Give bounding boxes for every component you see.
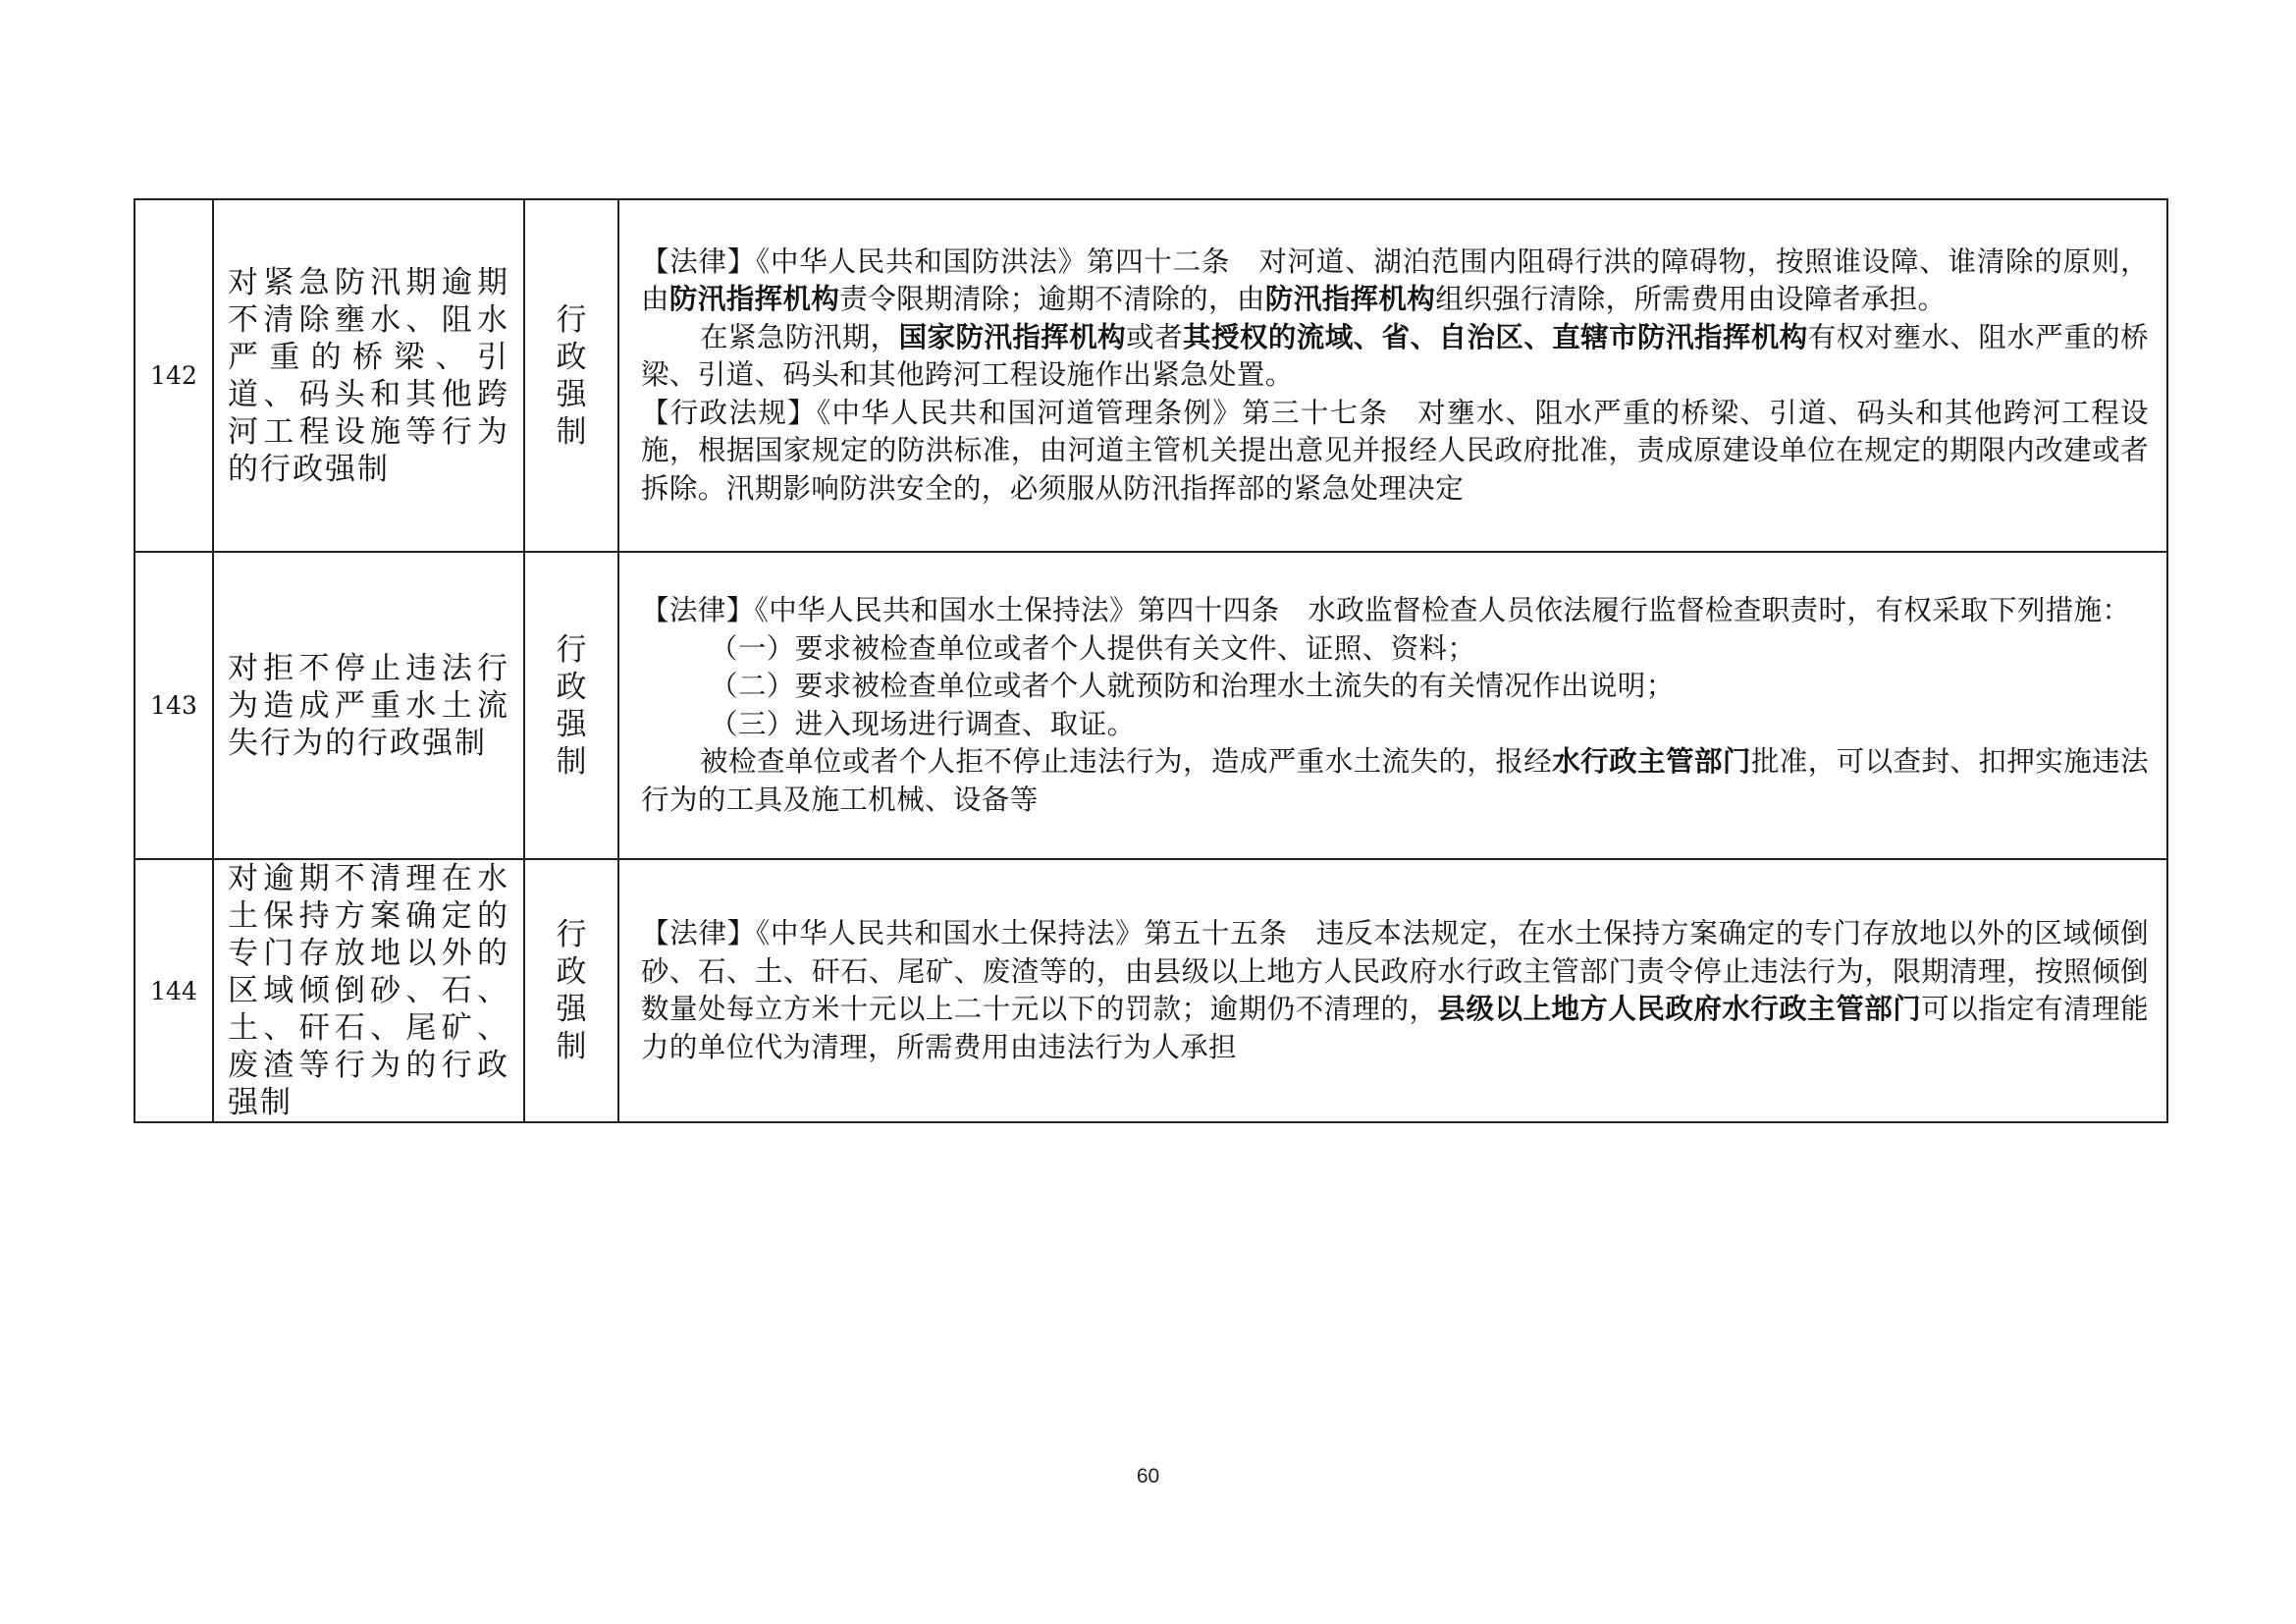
basis-emphasis: 其授权的流域、省、自治区、直辖市防汛指挥机构 <box>1183 320 1808 353</box>
row-number: 144 <box>134 859 213 1122</box>
power-type-char: 制 <box>556 413 587 450</box>
power-type-char: 政 <box>556 339 587 375</box>
power-type-char: 政 <box>556 669 587 705</box>
power-type-char: 制 <box>556 1029 587 1064</box>
basis-emphasis: 防汛指挥机构 <box>1264 283 1436 316</box>
page-number: 60 <box>1136 1465 1160 1488</box>
basis-paragraph <box>641 319 2149 395</box>
table-row <box>134 552 2167 859</box>
legal-basis <box>618 552 2167 859</box>
legal-basis <box>618 199 2167 552</box>
power-type <box>524 552 618 859</box>
power-type <box>524 859 618 1122</box>
power-type-char: 政 <box>556 954 587 990</box>
basis-text: 在紧急防汛期， <box>700 320 899 353</box>
power-type-char: 行 <box>556 301 587 338</box>
basis-emphasis: 水行政主管部门 <box>1552 745 1751 778</box>
power-type <box>524 199 618 552</box>
row-number: 142 <box>134 199 213 552</box>
basis-emphasis: 防汛指挥机构 <box>668 283 840 316</box>
row-number: 143 <box>134 552 213 859</box>
basis-paragraph <box>641 244 2149 319</box>
basis-text: 【法律】《中华人民共和国水土保持法》第五十五条 违反本法规定，在水土保持方案确定的专门存放地以外的区域倾倒砂、石、土、矸石、尾矿、废渣等的，由县级以上地方人民政府水行政主管部门责令停止违法行为，限期清理，按照倾倒数量处每立方米十元以上二十元以下的罚款；逾期仍不清理的， <box>641 917 2149 1025</box>
basis-list-item: （二）要求被检查单位或者个人就预防和治理水土流失的有关情况作出说明； <box>710 670 1675 702</box>
power-type-char: 制 <box>556 743 587 780</box>
basis-paragraph: 【法律】《中华人民共和国水土保持法》第四十四条 水政监督检查人员依法履行监督检查职责时，有权采取下列措施： <box>641 594 2131 626</box>
basis-text: 可以指定有清理能力的单位代为清理，所需费用由违法行为人承担 <box>641 993 2149 1063</box>
power-type-char: 强 <box>556 992 587 1027</box>
basis-paragraph: 【行政法规】《中华人民共和国河道管理条例》第三十七条 对壅水、阻水严重的桥梁、引道、码头和其他跨河工程设施，根据国家规定的防洪标准，由河道主管机关提出意见并报经人民政府批准，责成原建设单位在规定的期限内改建或者拆除。汛期影响防洪安全的，必须服从防汛指挥部的紧急处理决定 <box>641 396 2149 505</box>
basis-text: 组织强行清除，所需费用由设障者承担。 <box>1435 283 1947 316</box>
basis-text: 【法律】《中华人民共和国防洪法》第四十二条 对河道、湖泊范围内阻碍行洪的障碍物，按照谁设障、谁清除的原则，由 <box>641 244 2149 316</box>
basis-text: 有权对壅水、阻水严重的桥梁、引道、码头和其他跨河工程设施作出紧急处置。 <box>641 320 2149 392</box>
table-row <box>134 199 2167 552</box>
basis-text: 被检查单位或者个人拒不停止违法行为，造成严重水土流失的，报经 <box>700 745 1553 778</box>
power-type-char: 行 <box>556 917 587 952</box>
power-type-char: 强 <box>556 376 587 412</box>
power-list-table <box>133 198 2168 1123</box>
basis-paragraph <box>641 743 2149 819</box>
item-name: 对逾期不清理在水土保持方案确定的专门存放地以外的区域倾倒砂、石、土、矸石、尾矿、废渣等行为的行政强制 <box>213 859 524 1122</box>
basis-text: 批准，可以查封、扣押实施违法行为的工具及施工机械、设备等 <box>641 745 2149 816</box>
basis-list-item: （一）要求被检查单位或者个人提供有关文件、证照、资料； <box>710 631 1476 665</box>
basis-text: 责令限期清除；逾期不清除的，由 <box>839 283 1265 316</box>
basis-emphasis: 国家防汛指挥机构 <box>898 320 1127 353</box>
basis-emphasis: 县级以上地方人民政府水行政主管部门 <box>1437 993 1922 1025</box>
basis-text: 或者 <box>1126 320 1184 353</box>
power-type-char: 行 <box>556 631 587 668</box>
legal-basis <box>618 859 2167 1122</box>
basis-list-item: （三）进入现场进行调查、取证。 <box>710 707 1136 740</box>
table-row <box>134 859 2167 1122</box>
item-name: 对拒不停止违法行为造成严重水土流失行为的行政强制 <box>213 552 524 859</box>
power-type-char: 强 <box>556 706 587 742</box>
item-name: 对紧急防汛期逾期不清除壅水、阻水严重的桥梁、引道、码头和其他跨河工程设施等行为的行政强制 <box>213 199 524 552</box>
basis-paragraph <box>641 915 2149 1066</box>
